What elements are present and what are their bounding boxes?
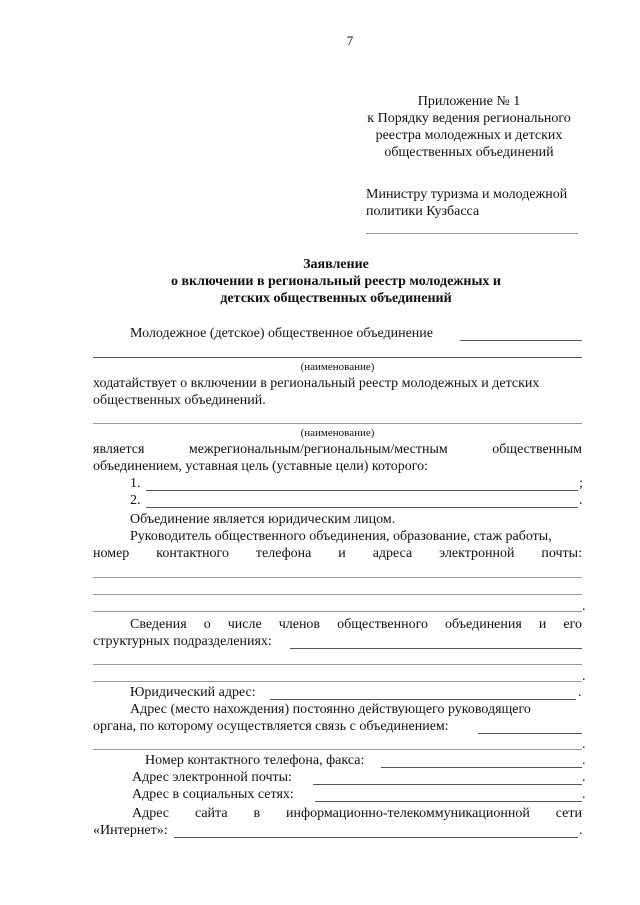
website-word-5: сети [555,806,582,821]
head-field-2 [93,594,582,595]
head-word-3: телефона [255,546,312,561]
website-word-4: информационно-телекоммуникационной [286,806,530,821]
petition-line-1 [93,375,582,392]
website-end: . [579,823,583,838]
head-field-3 [93,611,582,612]
members-word-1: Сведения [130,617,187,632]
addressee-line-1: Министру туризма и молодежной [366,187,568,202]
website-line-1 [132,805,582,822]
location-field-1 [478,733,582,734]
members-word-6: объединения [445,617,522,632]
document-title: Заявление [303,257,369,272]
appendix-line-4: общественных объединений [384,145,554,160]
status-word-3: общественным [492,442,582,457]
head-word-6: электронной [439,546,515,561]
goal-1-number: 1. [130,476,141,491]
members-line-2: структурных подразделениях: [93,634,272,649]
phone-fax-field [381,767,582,768]
goal-2-end: . [579,493,583,508]
appendix-line-1: Приложение № 1 [417,94,521,109]
document-subtitle-1: о включении в региональный реестр молодежных и [170,274,501,289]
website-label-2: «Интернет»: [93,823,168,838]
org-name-field-2 [93,357,582,358]
status-line-2: объединением, уставная цель (уставные цели) которого: [93,459,429,474]
social-label: Адрес в социальных сетях: [132,787,294,802]
website-word-3: в [253,806,261,821]
email-end: . [582,770,586,785]
head-end: . [582,599,586,614]
social-field [315,801,582,802]
head-word-1: номер [93,546,130,561]
legal-address-label: Юридический адрес: [130,685,256,700]
phone-fax-label: Номер контактного телефона, факса: [145,753,365,768]
head-word-4: и [338,546,346,561]
members-line-1 [130,616,582,633]
goal-2-number: 2. [130,493,141,508]
legal-address-end: . [578,685,582,700]
addressee-block [366,186,596,220]
members-word-4: членов [278,617,321,632]
website-field [174,837,578,838]
social-end: . [582,787,586,802]
name-field-3 [93,423,582,424]
petition-text-1: ходатайствует о включении в региональный реестр молодежных и детских [93,376,540,391]
legal-address-field [270,699,576,700]
org-intro-text: Молодежное (детское) общественное объединение [130,326,433,341]
head-field-1 [93,577,582,578]
website-word-1: Адрес [132,806,170,821]
name-caption-2: (наименование) [300,427,375,439]
status-word-2: межрегиональным/региональным/местным [188,442,448,457]
status-word-1: является [93,442,145,457]
goal-1-end: ; [579,476,583,491]
goal-2-field [146,507,578,508]
members-word-2: о [203,617,211,632]
email-field [313,784,582,785]
appendix-line-2: к Порядку ведения регионального [367,111,571,126]
head-word-5: адреса [372,546,413,561]
addressee-blank-line [366,233,578,234]
addressee-line-2: политики Кузбасса [366,204,480,219]
goal-1-field [146,490,578,491]
document-subtitle-2: детских общественных объединений [220,291,452,306]
location-field-2 [93,749,582,750]
members-end: . [582,669,586,684]
location-line-1: Адрес (место нахождения) постоянно действующего руководящего [130,702,531,717]
members-word-3: числе [227,617,262,632]
email-label: Адрес электронной почты: [132,770,292,785]
petition-line-2: общественных объединений. [93,393,266,408]
location-line-2: органа, по которому осуществляется связь с объединением: [93,719,449,734]
name-caption-1: (наименование) [300,361,375,373]
head-line-1: Руководитель общественного объединения, образование, стаж работы, [130,529,552,544]
location-end: . [582,737,586,752]
members-field-3 [93,681,582,682]
page-number: 7 [346,33,354,48]
members-word-8: его [563,617,582,632]
website-word-2: сайта [194,806,228,821]
members-word-7: и [538,617,547,632]
members-word-5: общественного [337,617,428,632]
head-word-7: почты: [541,546,582,561]
appendix-block [354,93,584,161]
status-line-1 [93,441,582,458]
phone-fax-end: . [582,753,586,768]
members-field-2 [93,664,582,665]
legal-entity-text: Объединение является юридическим лицом. [130,512,396,527]
head-line-2 [93,545,582,562]
appendix-line-3: реестра молодежных и детских [375,128,563,143]
head-word-2: контактного [156,546,229,561]
members-field-1 [290,648,582,649]
org-name-field-1 [460,340,582,341]
